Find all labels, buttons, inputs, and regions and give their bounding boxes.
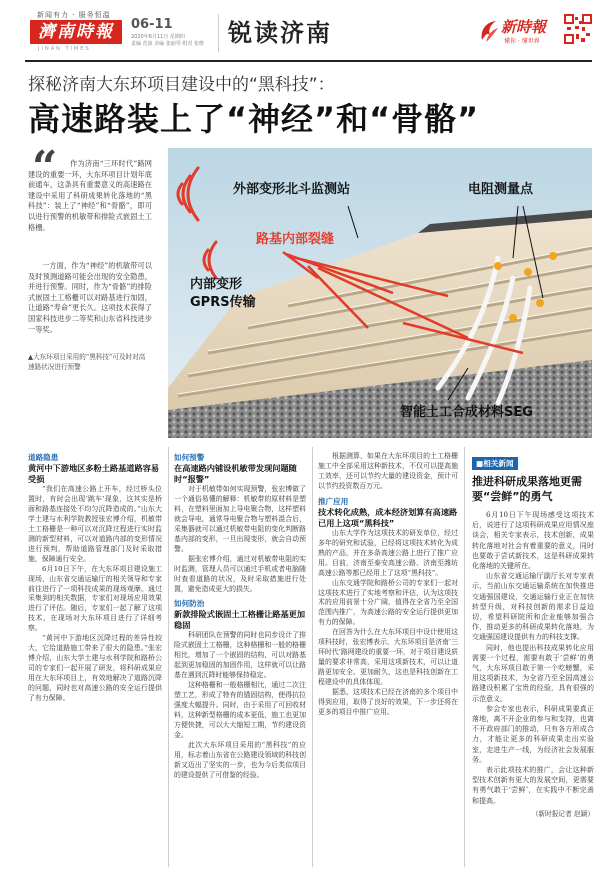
lead-block-2	[28, 261, 152, 335]
body-paragraph: 表示此项技术的推广，会让这种新型技术创新有更大的发展空间，更需要有勇气敢于‘尝鲜’，在实践中不断完善和提高。	[472, 766, 594, 805]
article-column-3	[318, 448, 458, 718]
byline: （新时报记者 赵颖）	[531, 809, 594, 818]
article-column-2	[174, 448, 306, 781]
issue-date: 06-11	[131, 17, 173, 32]
label-beidou-station: 外部变形北斗监测站	[233, 182, 351, 197]
body-paragraph: 据张宏博介绍，通过对机敏带电阻的实时监测，管理人员可以通过手机或者电脑随时查看道路的状况，及时采取措施进行处置，避免造成更大的损失。	[174, 554, 306, 593]
body-paragraph: 参会专家也表示，科研成果要真正落地，离不开企业的参与和支持，也离不开政府部门的推动，只有各方形成合力，才能让更多的科研成果走出实验室，走进生产一线，为经济社会发展服务。	[472, 704, 594, 764]
roadbed-illustration	[168, 148, 592, 438]
issue-info-line: 责编 范波 美编 张丽琴 组对 张维	[131, 41, 204, 47]
body-paragraph: 据悉，这项技术已经在济南的多个项目中得到应用，取得了良好的效果，下一步还将在更多的项目中推广应用。	[318, 688, 458, 716]
swirl-logo-icon	[478, 18, 500, 44]
headline-subtitle: 探秘济南大东环项目建设中的“黑科技”：	[28, 75, 335, 95]
photo-caption: ▲大东环项目采用的“黑科技”可及时对高速路状况进行预警	[28, 353, 146, 371]
page-header	[0, 0, 612, 62]
body-paragraph: 同时，他也提出科技成果转化应用需要一个过程，需要有敢于‘尝鲜’的勇气，大东环项目敢于第一个吃螃蟹，采用这项新技术，为全省乃至全国高速公路建设积累了宝贵的经验，具有很强的示范意义。	[472, 643, 594, 703]
related-news-column	[472, 448, 594, 818]
related-news-tag: ■相关新闻	[472, 457, 518, 470]
section-head: 如何预警	[174, 453, 205, 462]
label-internal-crack: 路基内部裂缝	[256, 232, 335, 247]
section-head: 道路隐患	[28, 453, 59, 462]
body-paragraph: 山东大学作为这项技术的研发单位，经过多年的研究和试验，已经将这项技术转化为成熟的产品，并在多条高速公路上进行了推广应用。目前，济南至泰安高速公路、济南至潍坊高速公路等都已经用上了这项“黑科技”。	[318, 528, 458, 577]
qr-code-icon[interactable]	[564, 14, 592, 44]
related-news-body	[472, 510, 594, 806]
body-paragraph: 在回答为什么在大东环项目中设计使用这项科技时，张宏博表示，大东环项目是济南‘三环时代’路网建设的重要一环，对于项目建设质量的要求非常高，采用这项新技术，可以让道路更加安全、更加耐久，这也是科技创新在工程建设中的具体体现。	[318, 628, 459, 687]
subhead: 在高速路内铺设机敏带发现问题随时“报警”	[174, 463, 297, 484]
column-divider	[312, 447, 313, 867]
header-rule	[25, 60, 592, 62]
subhead: 技术转化成熟，成本经济划算有高速路已用上这项“黑科技”	[318, 506, 458, 528]
body-paragraph: 6月10日下午，在大东环项目建设施工现场，山东省交通运输厅的相关领导和专家前往进行了一项科技成果的现场观摩。通过采集到的相关数据，专家们对现场应用效果进行了评估。随后，专家们一起了解了这项技术，在现场对大东环项目进行了详细考察。	[28, 564, 162, 633]
masthead-english: JINAN TIMES	[38, 46, 91, 52]
column-divider	[168, 447, 169, 867]
label-gprs-line: GPRS传输	[190, 295, 256, 310]
label-gprs-line: 内部变形	[190, 277, 243, 292]
app-name: 新時報	[501, 18, 547, 36]
subhead: 新款排险式嵌固土工格栅让路基更加稳固	[174, 609, 306, 631]
body-paragraph: 对于机敏带如何实现预警，张宏博做了一个通俗易懂的解释：机敏带的原材料是塑料，在塑料里面加上导电聚合物，这样塑料就会导电，通常导电聚合物与塑料混合后，采集器就可以通过机敏带电阻的变化判断路基内部的变形，一旦出现变形，就会自动预警。	[174, 485, 306, 553]
body-paragraph: 科研团队在预警的同时也同步设计了排险式嵌固土工格栅，这种格栅和一般的格栅相比，增加了一个嵌固的结构，可以对路基起到更加稳固的加固作用，这样就可以让路基在遇到沉降时能够保持稳定。	[174, 631, 306, 680]
app-slogan: 懂你 · 懂世界	[504, 38, 540, 45]
headline-title: 高速路装上了“神经”和“骨骼”	[28, 100, 480, 138]
issue-info-line: 2020年6月11日 星期四	[131, 34, 185, 40]
body-paragraph: “黄河中下游地区沉降过程的差异性较大，它给道路施工带来了很大的隐患。”张宏博介绍，山东大学土建与水利学院和路桥公司的专家们一起开展了研发，将科研成果应用在大东环项目上，有效地解决了道路沉降的问题，同时也对高速公路的安全运行提供了有力保障。	[28, 634, 162, 703]
body-paragraph: 根据测算，如果在大东环项目的土工格栅施工中全部采用这种新技术，不仅可以提高施工效率，还可以节约大量的建设资金，预计可以节约投资数百万元。	[318, 452, 458, 490]
body-paragraph: 此次大东环项目采用的“黑科技”的应用，标志着山东省在公路建设领域的科技创新又迈出了坚实的一步，也为今后类似项目的建设提供了可借鉴的经验。	[174, 740, 306, 779]
header-divider	[218, 14, 219, 52]
body-paragraph: 山东交通学院和路桥公司的专家们一起对这项技术进行了实地考察和评估，认为这项技术的应用前景十分广阔，值得在全省乃至全国范围内推广，为高速公路的安全运行提供更加有力的保障。	[318, 578, 458, 627]
section-head: 推广应用	[318, 496, 349, 506]
label-gprs	[190, 276, 256, 312]
label-seg-material: 智能土工合成材料SEG	[400, 405, 533, 420]
body-paragraph: 山东省交通运输厅副厅长对专家表示，当前山东交通运输系统在加快推进交通强国建设，交通运输行业正在加快转型升级，对科技创新的需求日益迫切，希望科研院所和企业能够加强合作，推动更多的科研成果转化落地，为交通强国建设提供有力的科技支撑。	[472, 572, 594, 642]
lead-paragraph: 作为济南“三环时代”路网建设的重要一环，大东环项目计划年底前通车，这条具有重要意义的高速路在建设中采用了科研成果转化落地的“黑科技”：装上了“神经”和“骨骼”，即可以进行预警的机敏带和排险式嵌固土工格栅。	[28, 159, 152, 232]
subhead: 黄河中下游地区多粉土路基道路容易受损	[28, 463, 160, 484]
masthead-slogan: 新闻有力 · 服务恒温	[37, 11, 111, 19]
section-head: 如何防治	[174, 599, 205, 609]
app-logo	[478, 14, 558, 48]
lead-paragraph: 一方面，作为“神经”的机敏带可以及时预测道路可能会出现的安全隐患，并进行预警。同时，作为“骨骼”的排险式嵌固土工格栅可以对路基进行加固，让道路“寿命”更长久。这项技术获得了国家科技进步二等奖和山东省科技进步一等奖。	[28, 261, 152, 334]
body-paragraph: “我们在高速公路上开车，经过桥头位置时，有时会出现‘跳车’现象，这其实是桥面和路基连接处不均匀沉降造成的。”山东大学土建与水利学院教授张宏博介绍，机敏带土工格栅是一种可以对沉降过程进行实时监测的新型材料，可以对道路内部的变形情况进行预判，帮助道路管理部门及时采取措施，保障通行安全。	[28, 485, 162, 563]
body-paragraph: 这种格栅和一般格栅相比，通过二次注塑工艺，形成了特有的锚固结构，使得抗拉强度大幅提升。同时，由于采用了可回收材料，这种新型格栅的成本更低，施工也更加方便快捷，可以大大缩短工期，节约建设资金。	[174, 681, 306, 740]
body-paragraph: 6月10日下午现场感受这项技术后，说进行了这项科研成果应用情况座谈会，相关专家表示，技术创新，成果转化落地对社会有着重要的意义，同时也要敢于尝试新技术，这是科研成果转化落地的关键所在。	[472, 511, 594, 571]
related-news-title: 推进科研成果落地更需要“尝鲜”的勇气	[472, 475, 582, 503]
issue-info	[131, 34, 231, 48]
section-title: 锐读济南	[228, 18, 332, 47]
article-column-1	[28, 448, 162, 704]
masthead-logo: 濟南時報	[30, 20, 122, 44]
quote-mark-icon: “	[32, 142, 58, 193]
label-resistance-point: 电阻测量点	[468, 182, 534, 197]
column-divider	[464, 447, 465, 867]
